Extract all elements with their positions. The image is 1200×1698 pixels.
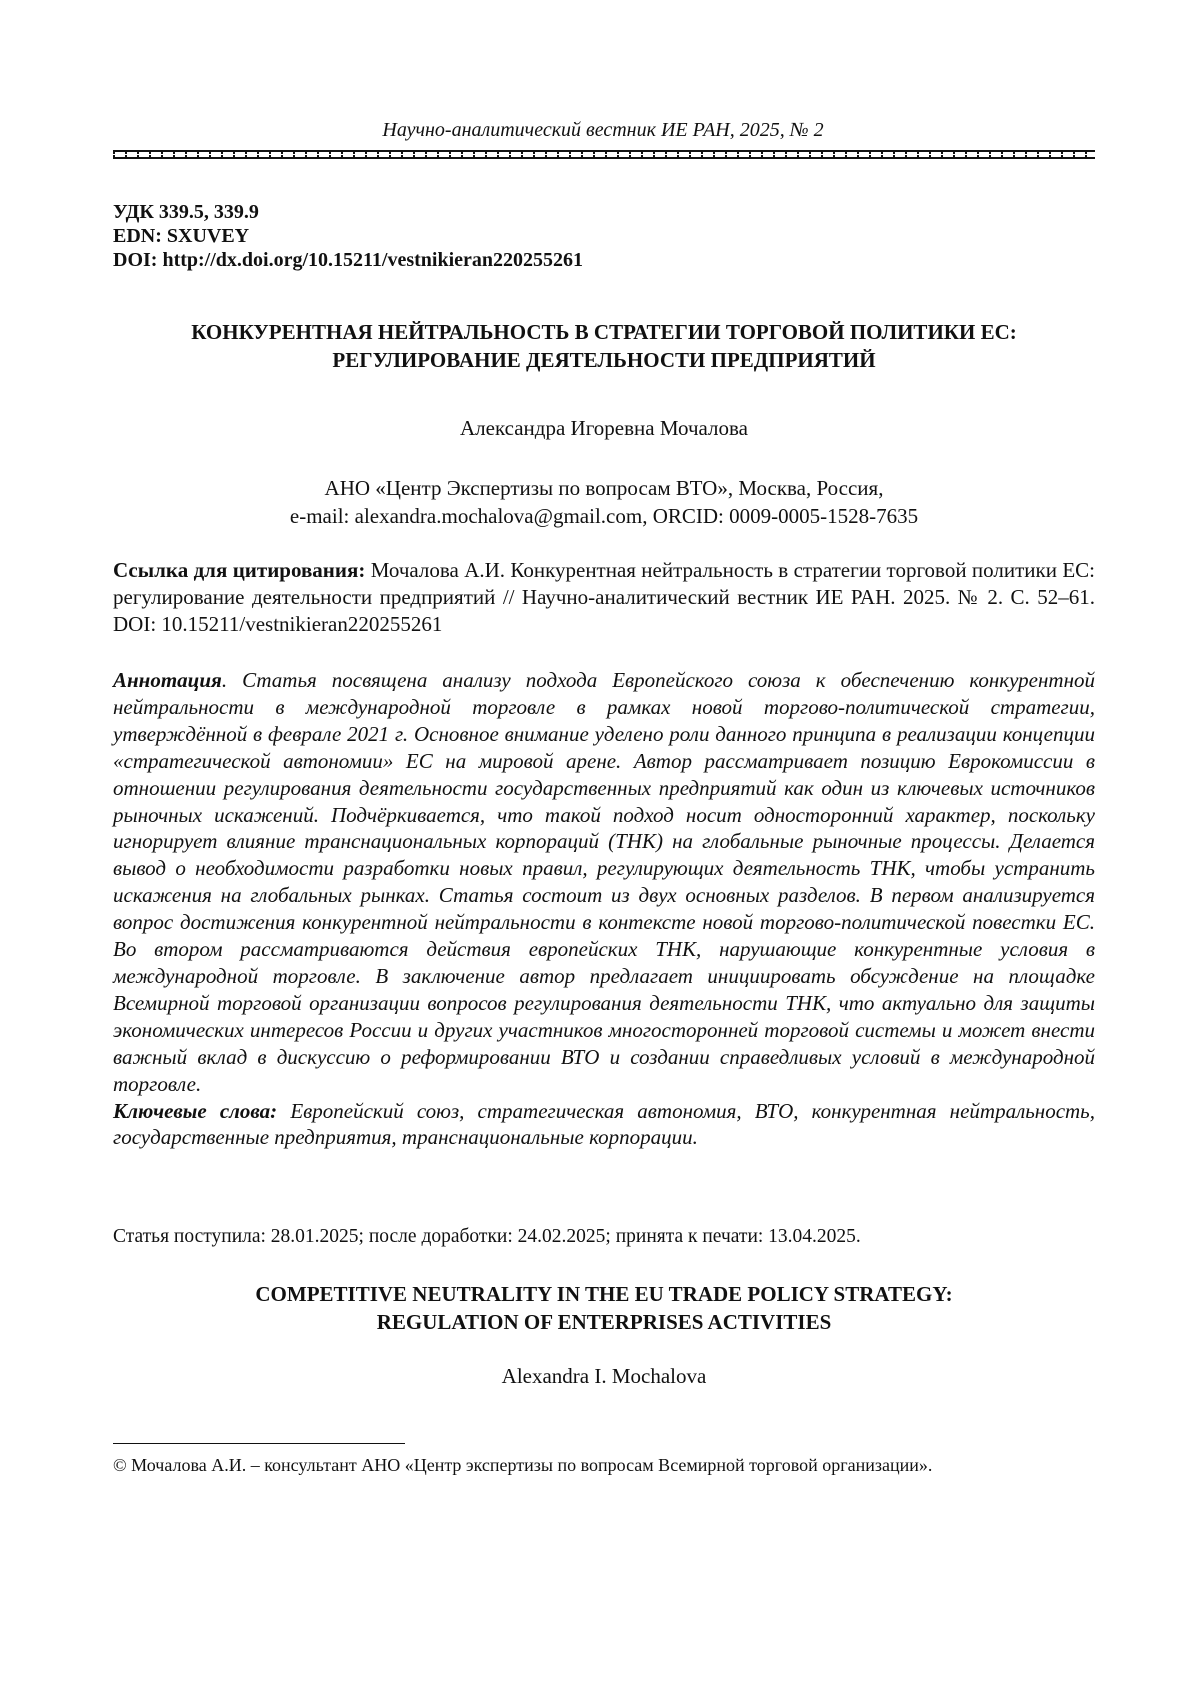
keywords-text: Европейский союз, стратегическая автономия, ВТО, конкурентная нейтральность, государственные предприятия, транснациональные корпорации. xyxy=(113,1098,1095,1150)
affiliation-line-2: e-mail: alexandra.mochalova@gmail.com, ORCID: 0009-0005-1528-7635 xyxy=(289,504,919,528)
citation-label: Ссылка для цитирования: xyxy=(113,558,366,582)
title-ru-line-2: РЕГУЛИРОВАНИЕ ДЕЯТЕЛЬНОСТИ ПРЕДПРИЯТИЙ xyxy=(332,348,876,372)
abstract-paragraph xyxy=(113,667,1095,1151)
header-double-rule xyxy=(113,150,1095,159)
author-name-en: Alexandra I. Mochalova xyxy=(501,1364,707,1388)
title-en-line-1: COMPETITIVE NEUTRALITY IN THE EU TRADE POLICY STRATEGY: xyxy=(255,1282,953,1306)
citation-paragraph xyxy=(113,557,1095,637)
udk-code: УДК 339.5, 339.9 xyxy=(113,201,259,223)
author-name-ru: Александра Игоревна Мочалова xyxy=(460,416,748,440)
title-en-line-2: REGULATION OF ENTERPRISES ACTIVITIES xyxy=(376,1310,832,1334)
citation-text: Мочалова А.И. Конкурентная нейтральность в стратегии торговой политики ЕС: регулирование деятельности предприятий // Научно-аналитический вестник ИЕ РАН. 2025. № 2. С. 52–61. DOI: 10.15211/vestnikieran220255261 xyxy=(113,558,1095,636)
title-ru-line-1: КОНКУРЕНТНАЯ НЕЙТРАЛЬНОСТЬ В СТРАТЕГИИ ТОРГОВОЙ ПОЛИТИКИ ЕС: xyxy=(191,320,1017,344)
abstract-label: Аннотация xyxy=(113,668,222,692)
footnote-separator xyxy=(113,1443,405,1444)
keywords-label: Ключевые слова: xyxy=(113,1098,278,1123)
doi-link[interactable]: DOI: http://dx.doi.org/10.15211/vestnikieran220255261 xyxy=(113,249,584,271)
article-metadata xyxy=(113,200,583,272)
article-dates: Статья поступила: 28.01.2025; после доработки: 24.02.2025; принята к печати: 13.04.2025. xyxy=(113,1226,861,1247)
author-footnote: © Мочалова А.И. – консультант АНО «Центр экспертизы по вопросам Всемирной торговой организации». xyxy=(113,1455,933,1475)
author-affiliation xyxy=(113,474,1095,530)
article-title-ru xyxy=(113,318,1095,374)
article-title-en xyxy=(113,1280,1095,1336)
journal-header: Научно-аналитический вестник ИЕ РАН, 2025, № 2 xyxy=(382,119,824,141)
edn-code: EDN: SXUVEY xyxy=(113,225,250,247)
abstract-text: . Статья посвящена анализу подхода Европейского союза к обеспечению конкурентной нейтральности в международной торговле в рамках новой торгово-политической стратегии, утверждённой в феврале 2021 г. Основное внимание уделено роли данного принципа в реализации концепции «стратегической автономии» ЕС на мировой арене. Автор рассматривает позицию Еврокомиссии в отношении регулирования деятельности государственных предприятий как один из ключевых источников рыночных искажений. Подчёркивается, что такой подход носит односторонний характер, поскольку игнорирует влияние транснациональных корпораций (ТНК) на глобальные рыночные процессы. Делается вывод о необходимости разработки новых правил, регулирующих деятельность ТНК, чтобы устранить искажения на глобальных рынках. Статья состоит из двух основных разделов. В первом анализируется вопрос достижения конкурентной нейтральности в контексте новой торгово-политической повестки ЕС. Во втором рассматриваются действия европейских ТНК, нарушающие конкурентные условия в международной торговле. В заключение автор предлагает инициировать обсуждение на площадке Всемирной торговой организации вопросов регулирования деятельности ТНК, что актуально для защиты экономических интересов России и других участников многосторонней торговой системы и может внести важный вклад в дискуссию о реформировании ВТО и создании справедливых условий в международной торговле. xyxy=(113,668,1095,1096)
affiliation-line-1: АНО «Центр Экспертизы по вопросам ВТО», Москва, Россия, xyxy=(324,476,884,500)
